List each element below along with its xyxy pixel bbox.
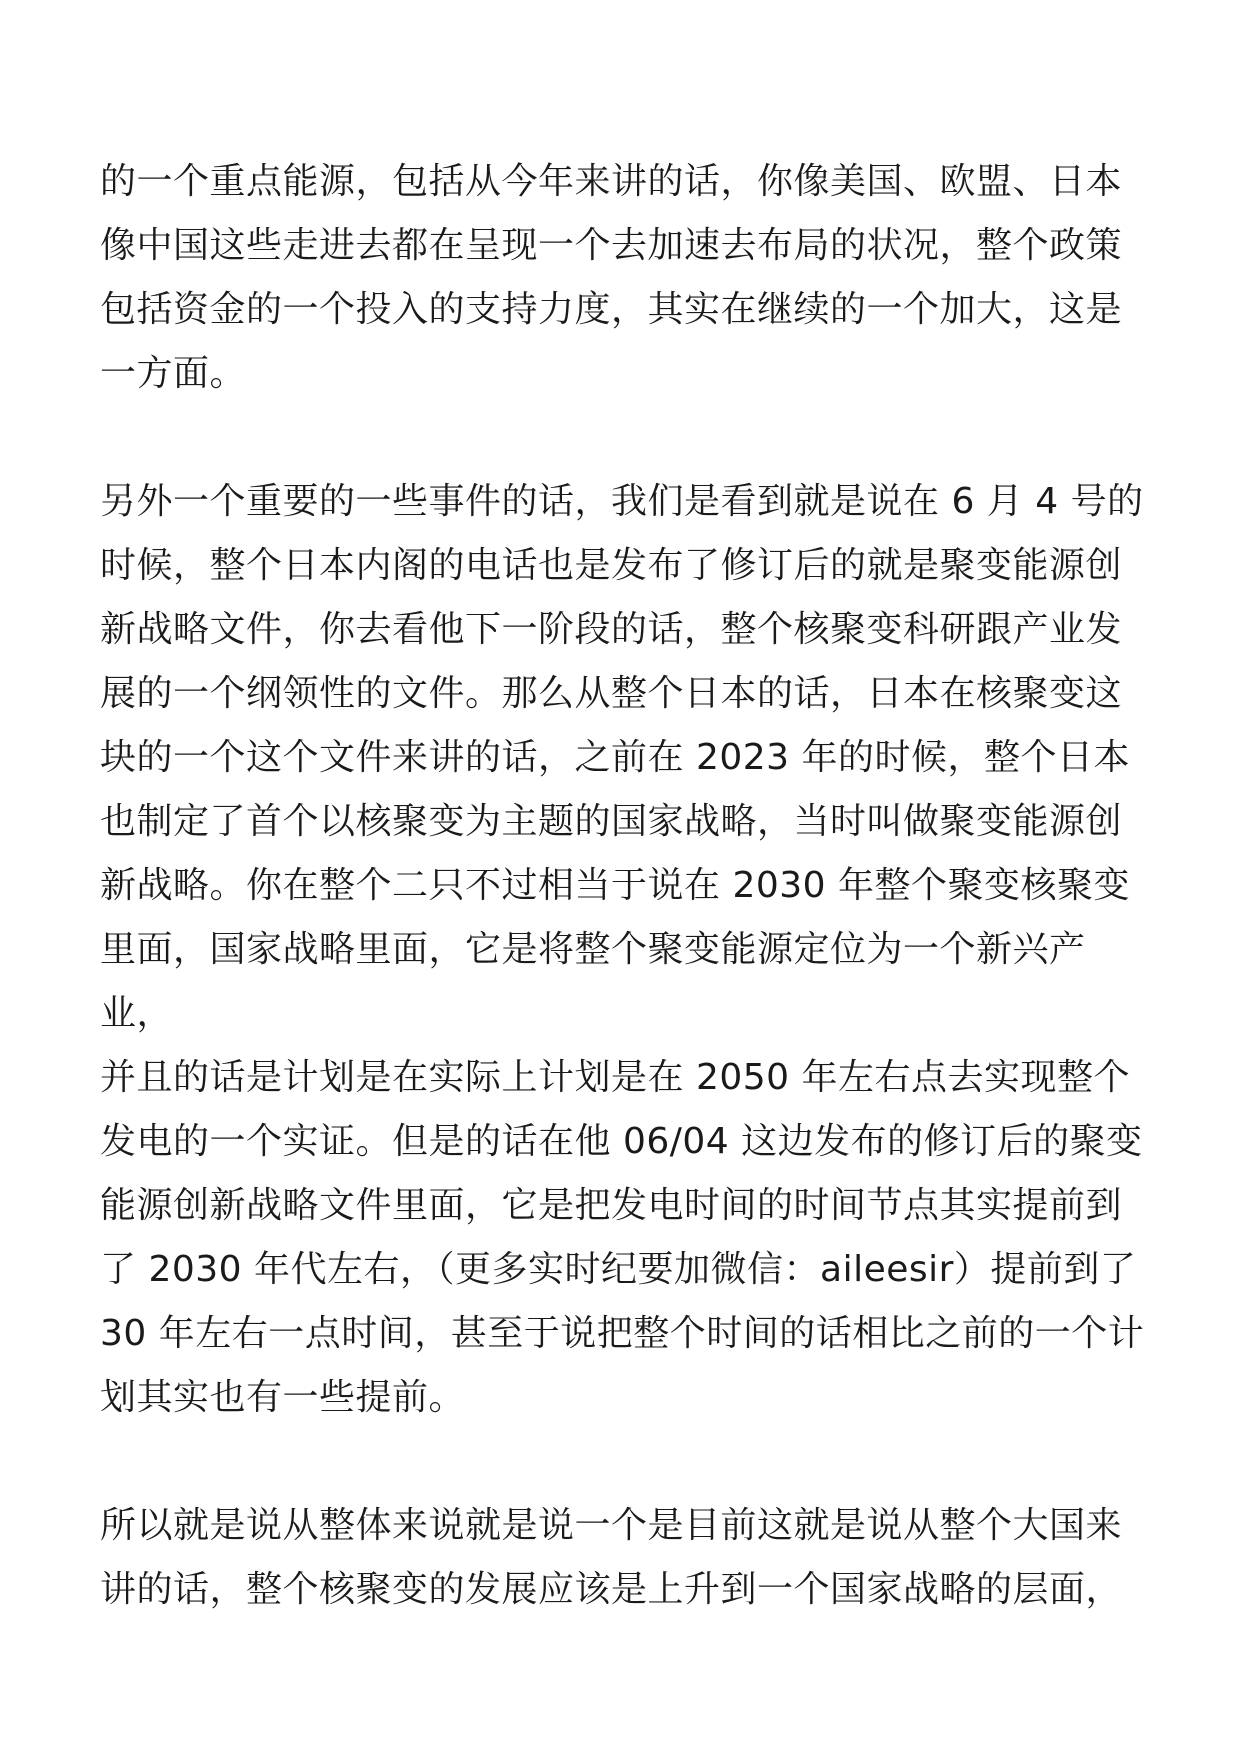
- document-body: [100, 150, 1150, 1622]
- paragraph-3: 所以就是说从整体来说就是说一个是目前这就是说从整个大国来 讲的话，整个核聚变的发展应该是上升到一个国家战略的层面，: [100, 1505, 1123, 1610]
- paragraph-2: 另外一个重要的一些事件的话，我们是看到就是说在 6 月 4 号的 时候，整个日本内阁的电话也是发布了修订后的就是聚变能源创 新战略文件，你去看他下一阶段的话，整个核聚变科研跟产业发 展的一个纲领性的文件。那么从整个日本的话，日本在核聚变这 块的一个这个文件来讲的话，之前在 2023 年的时候，整个日本 也制定了首个以核聚变为主题的国家战略，当时叫做聚变能源创 新战略。你在整个二只不过相当于说在 2030 年整个聚变核聚变 里面，国家战略里面，它是将整个聚变能源定位为一个新兴产业， 并且的话是计划是在实际上计划是在 2050 年左右点去实现整个 发电的一个实证。但是的话在他 06/04 这边发布的修订后的聚变 能源创新战略文件里面，它是把发电时间的时间节点其实提前到 了 2030 年代左右，（更多实时纪要加微信：aileesir）提前到了 30 年左右一点时间，甚至于说把整个时间的话相比之前的一个计 划其实也有一些提前。: [100, 481, 1145, 1418]
- paragraph-1: 的一个重点能源，包括从今年来讲的话，你像美国、欧盟、日本 像中国这些走进去都在呈现一个去加速去布局的状况，整个政策 包括资金的一个投入的支持力度，其实在继续的一个加大，这是 一方面。: [100, 161, 1123, 394]
